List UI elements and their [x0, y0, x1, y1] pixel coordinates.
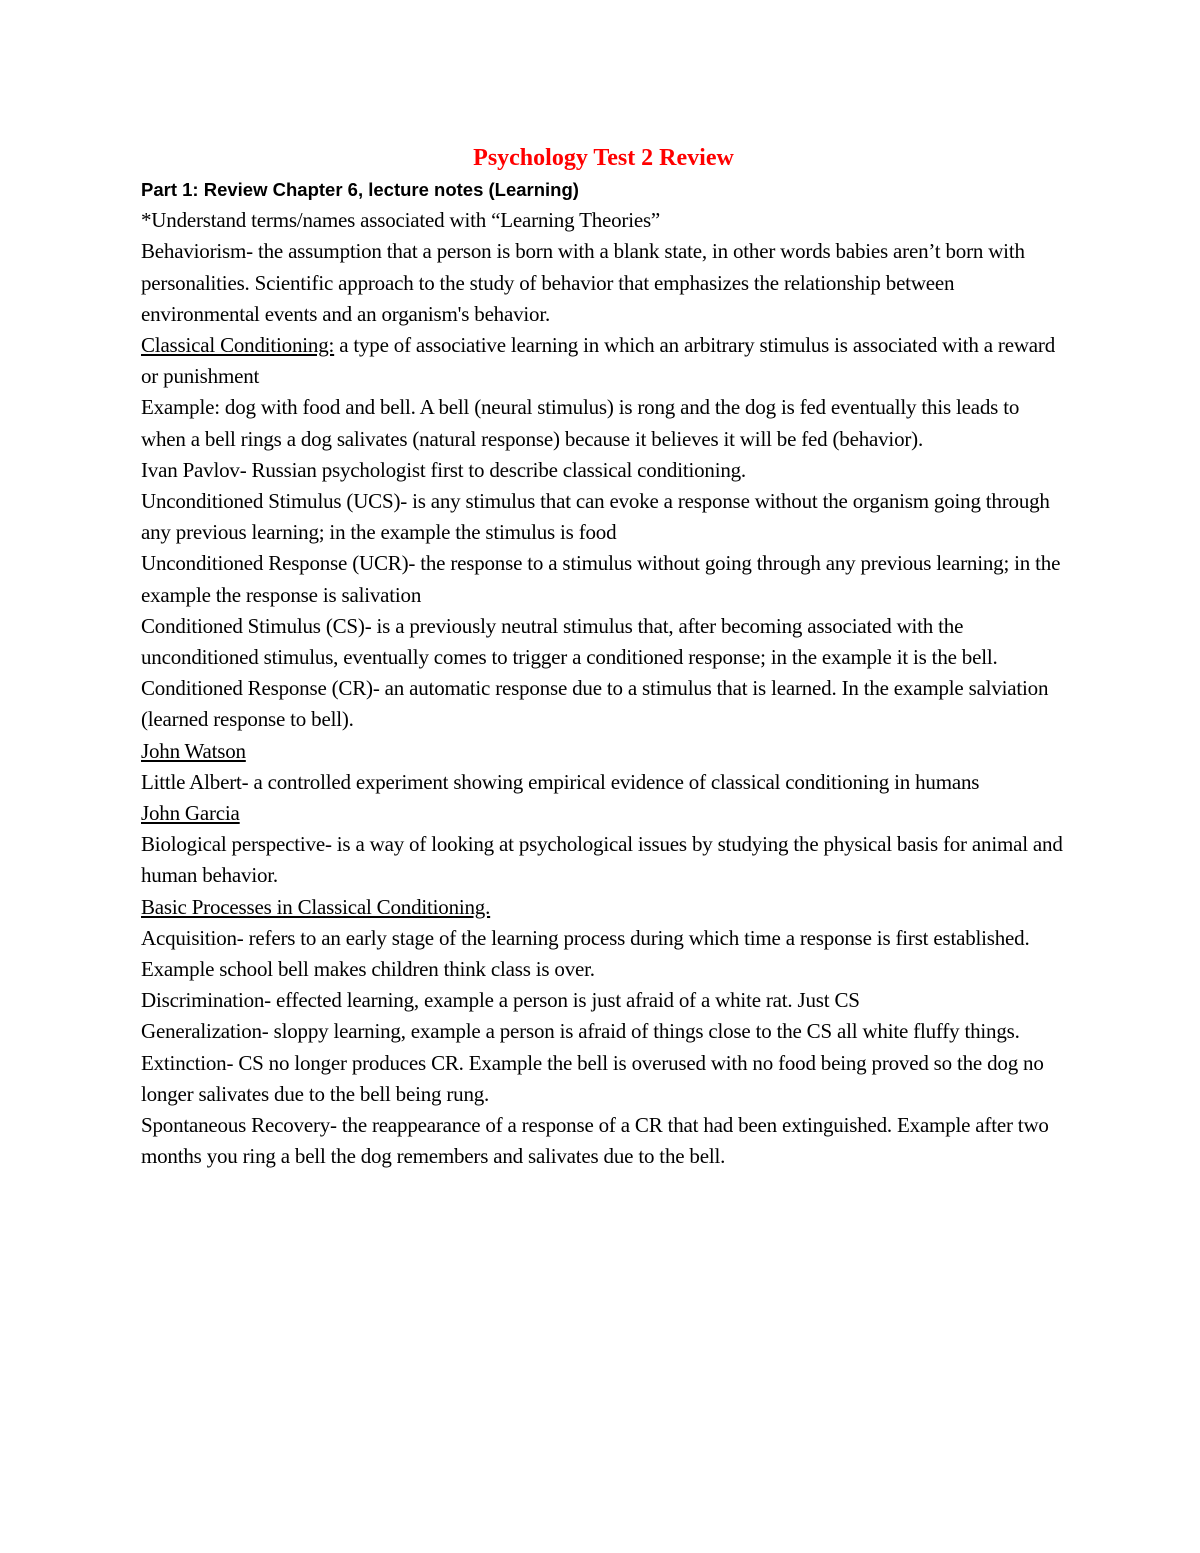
behaviorism-paragraph: Behaviorism- the assumption that a person is born with a blank state, in other words babies aren’t born with personalities. Scientific approach to the study of behavior that emphasizes the relationship between environmental events and an organism's behavior. — [141, 239, 1025, 326]
watson-heading: John Watson — [141, 738, 246, 763]
little-albert-paragraph: Little Albert- a controlled experiment showing empirical evidence of classical conditioning in humans — [141, 769, 980, 794]
classical-conditioning-definition: a type of associative learning in which an arbitrary stimulus is associated with a reward or punishment — [141, 333, 1056, 389]
ucr-paragraph: Unconditioned Response (UCR)- the response to a stimulus without going through any previous learning; in the example the response is salivation — [141, 551, 1061, 607]
basic-processes-heading: Basic Processes in Classical Conditioning. — [141, 894, 491, 919]
dog-example-paragraph: Example: dog with food and bell. A bell (neural stimulus) is rong and the dog is fed eventually this leads to when a bell rings a dog salivates (natural response) because it believes it will be fed (behavior). — [141, 395, 1020, 451]
ucs-paragraph: Unconditioned Stimulus (UCS)- is any stimulus that can evoke a response without the organism going through any previous learning; in the example the stimulus is food — [141, 489, 1050, 545]
pavlov-line: Ivan Pavlov- Russian psychologist first to describe classical conditioning. — [141, 457, 746, 482]
garcia-heading: John Garcia — [141, 801, 240, 826]
cr-paragraph: Conditioned Response (CR)- an automatic response due to a stimulus that is learned. In the example salviation (learned response to bell). — [141, 676, 1049, 732]
cs-paragraph: Conditioned Stimulus (CS)- is a previously neutral stimulus that, after becoming associated with the unconditioned stimulus, eventually comes to trigger a conditioned response; in the example it is the bell. — [141, 613, 998, 670]
biological-paragraph: Biological perspective- is a way of looking at psychological issues by studying the physical basis for animal and human behavior. — [141, 832, 1063, 888]
classical-conditioning-paragraph — [141, 330, 1066, 392]
part-heading: Part 1: Review Chapter 6, lecture notes (Learning) — [141, 179, 579, 200]
discrimination-line: Discrimination- effected learning, example a person is just afraid of a white rat. Just CS — [141, 988, 860, 1013]
acquisition-paragraph: Acquisition- refers to an early stage of the learning process during which time a response is first established. Example school bell makes children think class is over. — [141, 925, 1030, 982]
generalization-paragraph: Generalization- sloppy learning, example a person is afraid of things close to the CS all white fluffy things. — [141, 1019, 1020, 1044]
document-body — [141, 142, 1066, 1173]
spontaneous-recovery-paragraph: Spontaneous Recovery- the reappearance of a response of a CR that had been extinguished. Example after two months you ring a bell the dog remembers and salivates due to the bell. — [141, 1113, 1049, 1169]
intro-line: *Understand terms/names associated with “Learning Theories” — [141, 208, 661, 233]
basic-processes-line — [141, 892, 1066, 923]
classical-conditioning-term: Classical Conditioning: — [141, 333, 335, 358]
page-title: Psychology Test 2 Review — [473, 145, 734, 171]
extinction-paragraph: Extinction- CS no longer produces CR. Example the bell is overused with no food being proved so the dog no longer salivates due to the bell being rung. — [141, 1050, 1044, 1106]
